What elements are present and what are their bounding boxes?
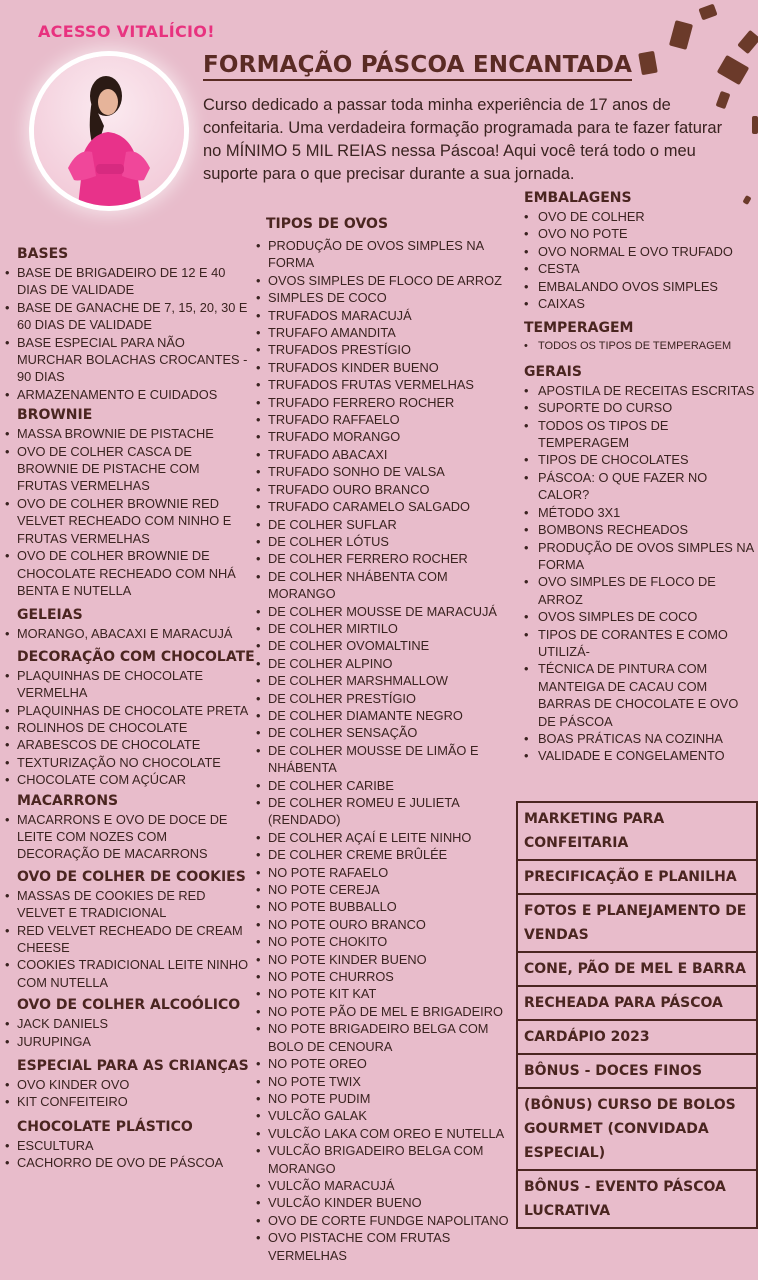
bases-list [5, 264, 251, 403]
module-box-cone-pao-de-mel-e-barra: CONE, PÃO DE MEL E BARRA [516, 953, 758, 987]
list-item: • OVO PISTACHE COM FRUTAS VERMELHAS [256, 1229, 514, 1264]
list-item: • NO POTE CEREJA [256, 881, 514, 898]
section-title-ovo-de-colher-de-cookies: OVO DE COLHER DE COOKIES [17, 868, 246, 885]
list-item: • OVO NORMAL E OVO TRUFADO [524, 243, 756, 260]
list-item: • DE COLHER DIAMANTE NEGRO [256, 707, 514, 724]
list-item: • VULCÃO MARACUJÁ [256, 1177, 514, 1194]
macarrons-list [5, 811, 251, 863]
list-item: • OVO DE CORTE FUNDGE NAPOLITANO [256, 1212, 514, 1229]
section-title-especial-para-as-criancas: ESPECIAL PARA AS CRIANÇAS [17, 1058, 249, 1075]
list-item: • ESCULTURA [5, 1137, 251, 1154]
list-item: • NO POTE TWIX [256, 1073, 514, 1090]
list-item: • KIT CONFEITEIRO [5, 1093, 251, 1110]
list-item: • JURUPINGA [5, 1033, 251, 1050]
list-item: • CACHORRO DE OVO DE PÁSCOA [5, 1154, 251, 1171]
list-item: • PRODUÇÃO DE OVOS SIMPLES NA FORMA [524, 539, 756, 574]
avatar [34, 56, 184, 206]
list-item: • PRODUÇÃO DE OVOS SIMPLES NA FORMA [256, 237, 514, 272]
ovo-de-colher-de-cookies-list [5, 887, 251, 991]
gerais-list [524, 382, 756, 765]
list-item: • DE COLHER CARIBE [256, 777, 514, 794]
list-item: • OVO KINDER OVO [5, 1076, 251, 1093]
list-item: • DE COLHER AÇAÍ E LEITE NINHO [256, 829, 514, 846]
list-item: • DE COLHER NHÁBENTA COM MORANGO [256, 568, 514, 603]
right-column [524, 188, 756, 765]
list-item: • TODOS OS TIPOS DE TEMPERAGEM [524, 417, 756, 452]
list-item: • TRUFADOS PRESTÍGIO [256, 341, 514, 358]
list-item: • BOAS PRÁTICAS NA COZINHA [524, 730, 756, 747]
section-title-bases: BASES [17, 246, 69, 262]
list-item: • DE COLHER OVOMALTINE [256, 637, 514, 654]
list-item: • TRUFADOS KINDER BUENO [256, 359, 514, 376]
list-item: • BASE ESPECIAL PARA NÃO MURCHAR BOLACHAS CROCANTES - 90 DIAS [5, 334, 251, 386]
especial-para-as-criancas-list [5, 1076, 251, 1111]
list-item: • TRUFADOS MARACUJÁ [256, 307, 514, 324]
title-part-formacao: FORMAÇÃO [203, 52, 361, 78]
list-item: • ROLINHOS DE CHOCOLATE [5, 719, 251, 736]
section-title-temperagem: TEMPERAGEM [524, 320, 634, 337]
module-box-precificacao-e-planilha: PRECIFICAÇÃO E PLANILHA [516, 861, 758, 895]
list-item: • EMBALANDO OVOS SIMPLES [524, 278, 756, 295]
left-column [5, 244, 255, 1172]
list-item: • VALIDADE E CONGELAMENTO [524, 747, 756, 764]
list-item: • TRUFADO FERRERO ROCHER [256, 394, 514, 411]
list-item: • PÁSCOA: O QUE FAZER NO CALOR? [524, 469, 756, 504]
list-item: • SIMPLES DE COCO [256, 289, 514, 306]
list-item: • NO POTE KINDER BUENO [256, 951, 514, 968]
list-item: • APOSTILA DE RECEITAS ESCRITAS [524, 382, 756, 399]
ovo-de-colher-alcoolico-list [5, 1015, 251, 1050]
brownie-list [5, 425, 251, 599]
middle-column [256, 214, 514, 1264]
list-item: • DE COLHER MOUSSE DE LIMÃO E NHÁBENTA [256, 742, 514, 777]
module-box-bonus-evento-pascoa-lucrativa: BÔNUS - EVENTO PÁSCOA LUCRATIVA [516, 1171, 758, 1229]
section-title-gerais: GERAIS [524, 363, 582, 380]
list-item: • DE COLHER LÓTUS [256, 533, 514, 550]
list-item: • BASE DE GANACHE DE 7, 15, 20, 30 E 60 DIAS DE VALIDADE [5, 299, 251, 334]
list-item: • NO POTE BUBBALLO [256, 898, 514, 915]
list-item: • OVOS SIMPLES DE COCO [524, 608, 756, 625]
list-item: • TEXTURIZAÇÃO NO CHOCOLATE [5, 754, 251, 771]
list-item: • BASE DE BRIGADEIRO DE 12 E 40 DIAS DE VALIDADE [5, 264, 251, 299]
section-title-geleias: GELEIAS [17, 607, 83, 624]
list-item: • MORANGO, ABACAXI E MARACUJÁ [5, 625, 251, 642]
list-item: • DE COLHER CREME BRÛLÉE [256, 846, 514, 863]
list-item: • VULCÃO GALAK [256, 1107, 514, 1124]
list-item: • PLAQUINHAS DE CHOCOLATE VERMELHA [5, 667, 251, 702]
section-title-tipos-de-ovos: TIPOS DE OVOS [266, 216, 389, 232]
list-item: • CAIXAS [524, 295, 756, 312]
list-item: • TODOS OS TIPOS DE TEMPERAGEM [524, 338, 756, 355]
list-item: • TRUFADO SONHO DE VALSA [256, 463, 514, 480]
list-item: • DE COLHER MARSHMALLOW [256, 672, 514, 689]
list-item: • CESTA [524, 260, 756, 277]
decoracao-com-chocolate-list [5, 667, 251, 789]
list-item: • MASSAS DE COOKIES DE RED VELVET E TRADICIONAL [5, 887, 251, 922]
list-item: • ARMAZENAMENTO E CUIDADOS [5, 386, 251, 403]
list-item: • MASSA BROWNIE DE PISTACHE [5, 425, 251, 442]
list-item: • TÉCNICA DE PINTURA COM MANTEIGA DE CACAU COM BARRAS DE CHOCOLATE E OVO DE PÁSCOA [524, 660, 756, 730]
list-item: • OVOS SIMPLES DE FLOCO DE ARROZ [256, 272, 514, 289]
list-item: • NO POTE KIT KAT [256, 985, 514, 1002]
list-item: • NO POTE RAFAELO [256, 864, 514, 881]
list-item: • TIPOS DE CHOCOLATES [524, 451, 756, 468]
list-item: • OVO DE COLHER CASCA DE BROWNIE DE PISTACHE COM FRUTAS VERMELHAS [5, 443, 251, 495]
module-box-bonus-doces-finos: BÔNUS - DOCES FINOS [516, 1055, 758, 1089]
list-item: • DE COLHER ALPINO [256, 655, 514, 672]
list-item: • VULCÃO BRIGADEIRO BELGA COM MORANGO [256, 1142, 514, 1177]
list-item: • NO POTE PUDIM [256, 1090, 514, 1107]
list-item: • NO POTE OREO [256, 1055, 514, 1072]
list-item: • SUPORTE DO CURSO [524, 399, 756, 416]
list-item: • RED VELVET RECHEADO DE CREAM CHEESE [5, 922, 251, 957]
chocolate-plastico-list [5, 1137, 251, 1172]
list-item: • TIPOS DE CORANTES E COMO UTILIZÁ- [524, 626, 756, 661]
module-box-cardapio-2023: CARDÁPIO 2023 [516, 1021, 758, 1055]
list-item: • PLAQUINHAS DE CHOCOLATE PRETA [5, 702, 251, 719]
list-item: • OVO SIMPLES DE FLOCO DE ARROZ [524, 573, 756, 608]
list-item: • NO POTE OURO BRANCO [256, 916, 514, 933]
intro-text: Curso dedicado a passar toda minha experiência de 17 anos de confeitaria. Uma verdadeira formação programada para te fazer faturar no MÍNIMO 5 MIL REIAS nessa Páscoa! Aqui você terá todo o meu suporte para o que precisar durante a sua jornada. [203, 96, 723, 183]
list-item: • MÉTODO 3X1 [524, 504, 756, 521]
list-item: • DE COLHER SENSAÇÃO [256, 724, 514, 741]
list-item: • TRUFADO CARAMELO SALGADO [256, 498, 514, 515]
list-item: • MACARRONS E OVO DE DOCE DE LEITE COM NOZES COM DECORAÇÃO DE MACARRONS [5, 811, 251, 863]
list-item: • COOKIES TRADICIONAL LEITE NINHO COM NUTELLA [5, 956, 251, 991]
section-title-chocolate-plastico: CHOCOLATE PLÁSTICO [17, 1118, 193, 1135]
list-item: • CHOCOLATE COM AÇÚCAR [5, 771, 251, 788]
geleias-list [5, 625, 251, 642]
module-box-bonus-curso-de-bolos-gourmet-convidada-especial: (BÔNUS) CURSO DE BOLOS GOURMET (CONVIDADA ESPECIAL) [516, 1089, 758, 1171]
module-box-recheada-para-pascoa: RECHEADA PARA PÁSCOA [516, 987, 758, 1021]
list-item: • DE COLHER MIRTILO [256, 620, 514, 637]
list-item: • TRUFADO MORANGO [256, 428, 514, 445]
list-item: • DE COLHER FERRERO ROCHER [256, 550, 514, 567]
section-title-decoracao-com-chocolate: DECORAÇÃO COM CHOCOLATE [17, 648, 255, 665]
section-title-brownie: BROWNIE [17, 407, 93, 424]
list-item: • DE COLHER ROMEU E JULIETA (RENDADO) [256, 794, 514, 829]
bonus-modules-boxes [516, 801, 758, 1229]
list-item: • DE COLHER SUFLAR [256, 516, 514, 533]
embalagens-list [524, 208, 756, 312]
list-item: • BOMBONS RECHEADOS [524, 521, 756, 538]
list-item: • OVO NO POTE [524, 225, 756, 242]
list-item: • ARABESCOS DE CHOCOLATE [5, 736, 251, 753]
list-item: • NO POTE BRIGADEIRO BELGA COM BOLO DE CENOURA [256, 1020, 514, 1055]
list-item: • OVO DE COLHER BROWNIE DE CHOCOLATE RECHEADO COM NHÁ BENTA E NUTELLA [5, 547, 251, 599]
list-item: • OVO DE COLHER BROWNIE RED VELVET RECHEADO COM NINHO E FRUTAS VERMELHAS [5, 495, 251, 547]
list-item: • VULCÃO LAKA COM OREO E NUTELLA [256, 1125, 514, 1142]
page-title [203, 52, 632, 81]
list-item: • NO POTE CHOKITO [256, 933, 514, 950]
list-item: • TRUFADO RAFFAELO [256, 411, 514, 428]
lifetime-access-badge: ACESSO VITALÍCIO! [38, 22, 215, 41]
list-item: • NO POTE PÃO DE MEL E BRIGADEIRO [256, 1003, 514, 1020]
list-item: • TRUFADOS FRUTAS VERMELHAS [256, 376, 514, 393]
list-item: • DE COLHER PRESTÍGIO [256, 690, 514, 707]
tipos-de-ovos-list [256, 237, 514, 1264]
section-title-ovo-de-colher-alcoolico: OVO DE COLHER ALCOÓLICO [17, 997, 241, 1014]
list-item: • TRUFAFO AMANDITA [256, 324, 514, 341]
list-item: • NO POTE CHURROS [256, 968, 514, 985]
list-item: • DE COLHER MOUSSE DE MARACUJÁ [256, 603, 514, 620]
module-box-fotos-e-planejamento-de-vendas: FOTOS E PLANEJAMENTO DE VENDAS [516, 895, 758, 953]
module-box-marketing-para-confeitaria: MARKETING PARA CONFEITARIA [516, 801, 758, 861]
list-item: • TRUFADO ABACAXI [256, 446, 514, 463]
list-item: • VULCÃO KINDER BUENO [256, 1194, 514, 1211]
title-part-pascoa: PÁSCOA ENCANTADA [360, 52, 633, 78]
list-item: • TRUFADO OURO BRANCO [256, 481, 514, 498]
list-item: • OVO DE COLHER [524, 208, 756, 225]
list-item: • JACK DANIELS [5, 1015, 251, 1032]
section-title-macarrons: MACARRONS [17, 792, 119, 809]
temperagem-list [524, 338, 756, 355]
section-title-embalagens: EMBALAGENS [524, 190, 632, 206]
